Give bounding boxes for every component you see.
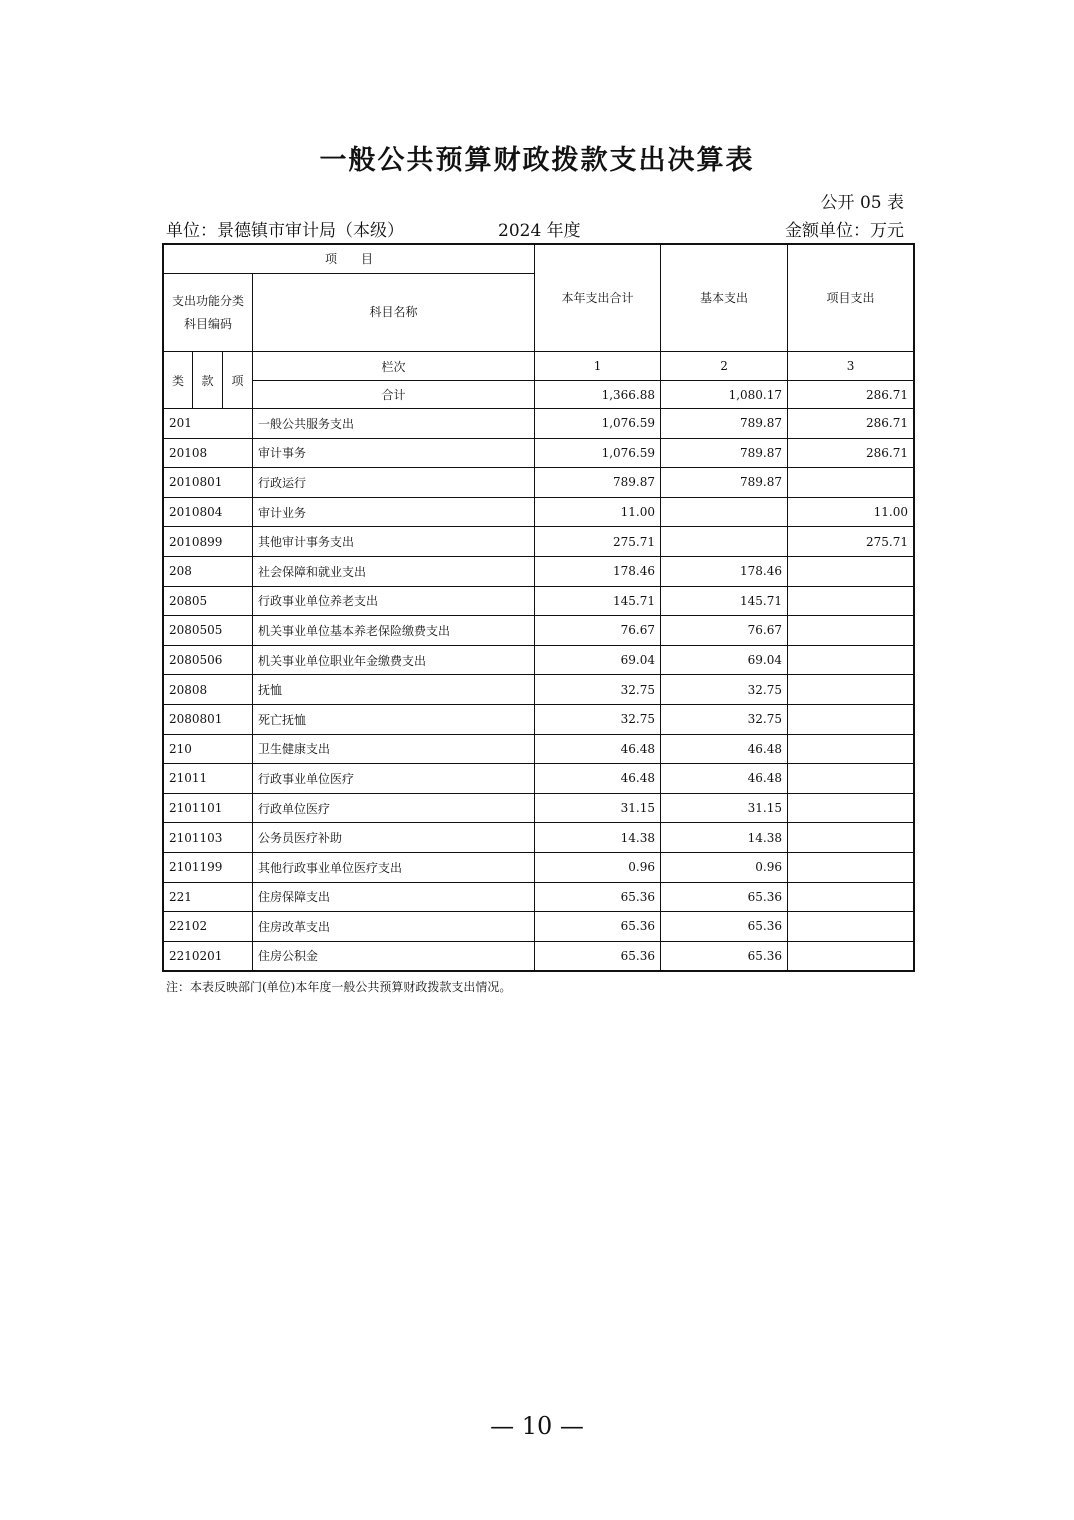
sum-label: 合计 [253, 381, 535, 409]
table-row [164, 941, 914, 971]
row-code: 20808 [164, 675, 253, 705]
row-subject-name: 死亡抚恤 [253, 704, 535, 734]
table-row [164, 764, 914, 794]
row-subject-name: 住房公积金 [253, 941, 535, 971]
row-total: 145.71 [535, 586, 661, 616]
row-subject-name: 行政单位医疗 [253, 793, 535, 823]
row-code: 208 [164, 556, 253, 586]
header-code-group-line1: 支出功能分类 [171, 293, 244, 308]
row-total: 46.48 [535, 764, 661, 794]
row-code: 2101101 [164, 793, 253, 823]
row-code: 21011 [164, 764, 253, 794]
row-project [788, 823, 914, 853]
row-project [788, 616, 914, 646]
row-code: 2080801 [164, 704, 253, 734]
row-project [788, 941, 914, 971]
row-project [788, 586, 914, 616]
row-code: 22102 [164, 912, 253, 942]
row-total: 32.75 [535, 675, 661, 705]
row-basic [661, 497, 788, 527]
row-total: 1,076.59 [535, 409, 661, 439]
table-row [164, 823, 914, 853]
expenditure-table [163, 244, 914, 971]
table-row [164, 556, 914, 586]
row-total: 46.48 [535, 734, 661, 764]
header-xiang: 项 [223, 352, 253, 409]
row-basic: 31.15 [661, 793, 788, 823]
table-row [164, 616, 914, 646]
row-project [788, 645, 914, 675]
row-project: 11.00 [788, 497, 914, 527]
row-code: 20108 [164, 438, 253, 468]
row-project [788, 764, 914, 794]
row-project: 286.71 [788, 438, 914, 468]
table-row [164, 793, 914, 823]
page-number: — 10 — [490, 1412, 584, 1440]
row-total: 0.96 [535, 852, 661, 882]
col-index-2: 2 [661, 352, 788, 381]
header-total: 本年支出合计 [535, 245, 661, 352]
row-basic: 46.48 [661, 764, 788, 794]
row-project: 275.71 [788, 527, 914, 557]
table-row [164, 912, 914, 942]
row-total: 65.36 [535, 941, 661, 971]
row-subject-name: 审计事务 [253, 438, 535, 468]
fiscal-year: 2024 年度 [498, 221, 581, 241]
form-number: 公开 05 表 [820, 193, 904, 213]
row-subject-name: 行政事业单位养老支出 [253, 586, 535, 616]
row-code: 2080506 [164, 645, 253, 675]
row-subject-name: 行政事业单位医疗 [253, 764, 535, 794]
sum-total: 1,366.88 [535, 381, 661, 409]
row-subject-name: 一般公共服务支出 [253, 409, 535, 439]
row-basic: 65.36 [661, 941, 788, 971]
table-row [164, 409, 914, 439]
row-project [788, 675, 914, 705]
row-project [788, 704, 914, 734]
row-basic: 0.96 [661, 852, 788, 882]
row-total: 31.15 [535, 793, 661, 823]
row-code: 2010899 [164, 527, 253, 557]
row-basic: 46.48 [661, 734, 788, 764]
row-total: 76.67 [535, 616, 661, 646]
row-project [788, 852, 914, 882]
row-total: 32.75 [535, 704, 661, 734]
table-note: 注：本表反映部门(单位)本年度一般公共预算财政拨款支出情况。 [166, 980, 512, 994]
row-code: 2101199 [164, 852, 253, 882]
header-code-group [164, 274, 253, 352]
row-code: 2080505 [164, 616, 253, 646]
row-subject-name: 住房改革支出 [253, 912, 535, 942]
row-subject-name: 其他审计事务支出 [253, 527, 535, 557]
row-project [788, 912, 914, 942]
row-basic: 145.71 [661, 586, 788, 616]
row-project [788, 882, 914, 912]
row-subject-name: 社会保障和就业支出 [253, 556, 535, 586]
row-subject-name: 卫生健康支出 [253, 734, 535, 764]
table-row [164, 882, 914, 912]
row-total: 14.38 [535, 823, 661, 853]
row-total: 65.36 [535, 882, 661, 912]
header-kuan: 款 [193, 352, 223, 409]
table-row [164, 852, 914, 882]
row-code: 2010801 [164, 468, 253, 498]
table-row [164, 527, 914, 557]
row-subject-name: 机关事业单位职业年金缴费支出 [253, 645, 535, 675]
col-index-3: 3 [788, 352, 914, 381]
table-row [164, 704, 914, 734]
row-subject-name: 审计业务 [253, 497, 535, 527]
amount-unit: 金额单位：万元 [785, 221, 904, 241]
row-project [788, 793, 914, 823]
table-row [164, 734, 914, 764]
row-basic: 69.04 [661, 645, 788, 675]
table-row [164, 675, 914, 705]
reporting-unit: 单位：景德镇市审计局（本级） [166, 221, 404, 241]
row-project [788, 556, 914, 586]
row-total: 65.36 [535, 912, 661, 942]
row-total: 69.04 [535, 645, 661, 675]
table-row [164, 468, 914, 498]
col-index-label: 栏次 [253, 352, 535, 381]
row-code: 2101103 [164, 823, 253, 853]
header-subject-name: 科目名称 [253, 274, 535, 352]
header-item: 项 目 [164, 245, 535, 274]
header-lei: 类 [164, 352, 193, 409]
table-row [164, 586, 914, 616]
row-total: 1,076.59 [535, 438, 661, 468]
row-subject-name: 公务员医疗补助 [253, 823, 535, 853]
row-basic [661, 527, 788, 557]
row-code: 201 [164, 409, 253, 439]
row-total: 11.00 [535, 497, 661, 527]
header-basic: 基本支出 [661, 245, 788, 352]
header-code-group-line2: 科目编码 [183, 316, 232, 331]
table-row [164, 645, 914, 675]
row-basic: 14.38 [661, 823, 788, 853]
row-total: 789.87 [535, 468, 661, 498]
row-code: 221 [164, 882, 253, 912]
sum-basic: 1,080.17 [661, 381, 788, 409]
row-code: 210 [164, 734, 253, 764]
row-subject-name: 其他行政事业单位医疗支出 [253, 852, 535, 882]
row-project [788, 468, 914, 498]
table-row [164, 497, 914, 527]
row-subject-name: 机关事业单位基本养老保险缴费支出 [253, 616, 535, 646]
page-title: 一般公共预算财政拨款支出决算表 [319, 145, 755, 176]
row-total: 275.71 [535, 527, 661, 557]
row-code: 20805 [164, 586, 253, 616]
row-basic: 789.87 [661, 409, 788, 439]
row-basic: 32.75 [661, 704, 788, 734]
row-subject-name: 住房保障支出 [253, 882, 535, 912]
row-subject-name: 抚恤 [253, 675, 535, 705]
table-row [164, 438, 914, 468]
row-basic: 789.87 [661, 468, 788, 498]
header-project: 项目支出 [788, 245, 914, 352]
row-subject-name: 行政运行 [253, 468, 535, 498]
row-code: 2210201 [164, 941, 253, 971]
row-basic: 65.36 [661, 912, 788, 942]
row-basic: 65.36 [661, 882, 788, 912]
row-code: 2010804 [164, 497, 253, 527]
sum-project: 286.71 [788, 381, 914, 409]
row-total: 178.46 [535, 556, 661, 586]
row-basic: 76.67 [661, 616, 788, 646]
row-basic: 178.46 [661, 556, 788, 586]
col-index-1: 1 [535, 352, 661, 381]
row-project [788, 734, 914, 764]
row-basic: 32.75 [661, 675, 788, 705]
row-basic: 789.87 [661, 438, 788, 468]
row-project: 286.71 [788, 409, 914, 439]
